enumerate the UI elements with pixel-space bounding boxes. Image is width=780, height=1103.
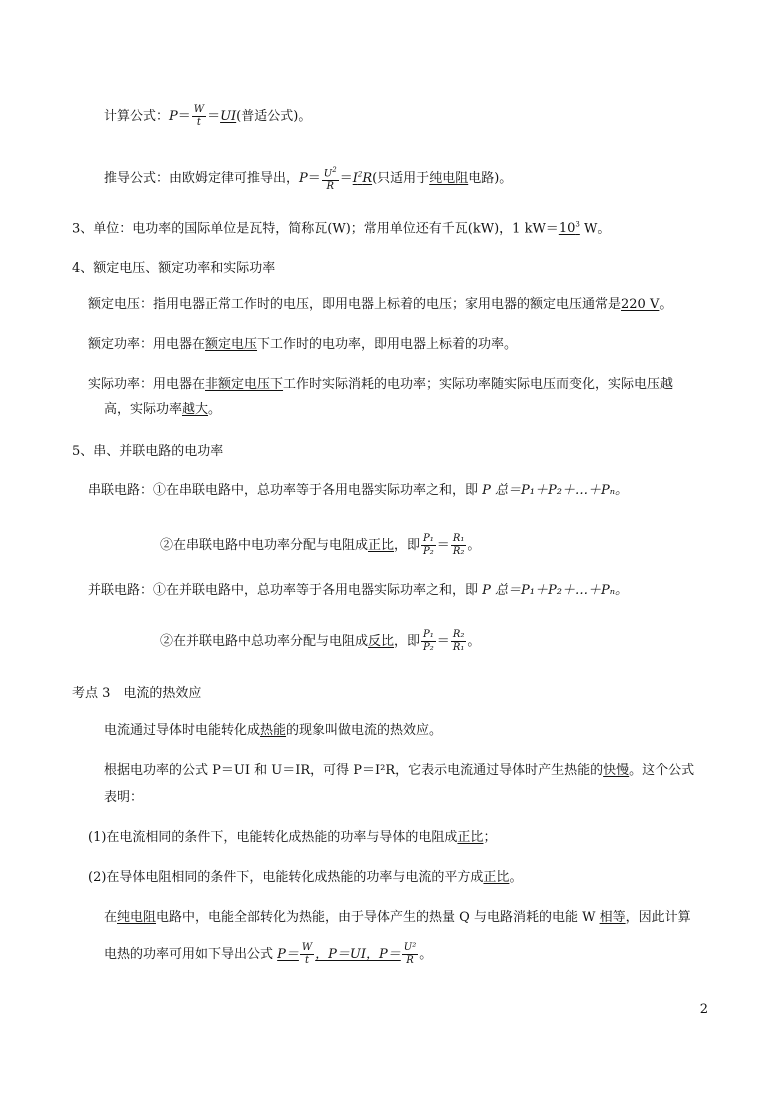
eq-sign: ＝ bbox=[207, 109, 221, 124]
frac-num: W bbox=[301, 942, 313, 953]
fraction-p1-p2 bbox=[421, 629, 436, 654]
eq-sign: ＝ bbox=[436, 634, 450, 649]
point2-line bbox=[88, 868, 522, 888]
fraction-w-t bbox=[300, 942, 314, 967]
i2r-sup: 2 bbox=[357, 170, 363, 179]
parallel-line1-text: ①在并联电路中，总功率等于各用电器实际功率之和，即 bbox=[153, 583, 483, 598]
pure-res-c: ，因此计算 bbox=[625, 910, 691, 925]
eq-sign: ＝ bbox=[339, 171, 353, 187]
fraction-r1-r2 bbox=[451, 533, 467, 558]
series-line1-text: ①在串联电路中，总功率等于各用电器实际功率之和，即 bbox=[153, 483, 483, 498]
frac-den: R bbox=[406, 955, 414, 966]
pure-res-b: 电路中，电能全部转化为热能，由于导体产生的热量 Q 与电路消耗的电能 W bbox=[156, 910, 600, 925]
parallel-line2-u: 反比 bbox=[368, 634, 395, 649]
frac-num: W bbox=[193, 104, 205, 115]
frac-num: U² bbox=[403, 942, 417, 953]
heat-formula-u: 快慢 bbox=[603, 763, 630, 778]
pure-res-end: 。 bbox=[419, 947, 433, 962]
heat-def-line bbox=[104, 721, 442, 741]
rated-voltage-end: 。 bbox=[659, 297, 673, 312]
series-title: 5、串、并联电路的电功率 bbox=[72, 444, 224, 459]
unit-text-b: W。 bbox=[579, 221, 611, 237]
parallel-formula: P 总＝P₁＋P₂＋…＋Pₙ。 bbox=[482, 583, 628, 598]
frac-num bbox=[322, 164, 339, 181]
parallel-line2-b: ，即 bbox=[394, 634, 421, 649]
unit-sup: 3 bbox=[575, 221, 580, 229]
heat-formula-line1 bbox=[104, 761, 694, 781]
heat-formula-a: 根据电功率的公式 P＝UI 和 U＝IR，可得 P＝I²R，它表示电流通过导体时产生热能的 bbox=[104, 763, 604, 778]
rated-power-a: 额定功率：用电器在 bbox=[88, 337, 206, 352]
fraction-r2-r1 bbox=[451, 629, 467, 654]
parallel-label: 并联电路： bbox=[88, 583, 154, 598]
parallel-line2-a: ②在并联电路中总功率分配与电阻成 bbox=[160, 634, 369, 649]
parallel-end: 。 bbox=[467, 634, 481, 649]
point1-line bbox=[88, 828, 496, 848]
series-line2-a: ②在串联电路中电功率分配与电阻成 bbox=[160, 538, 369, 553]
pure-res-u: 纯电阻 bbox=[117, 910, 157, 925]
point1-a: (1)在电流相同的条件下，电能转化成热能的功率与导体的电阻成 bbox=[88, 830, 458, 845]
pure-res-formula bbox=[277, 942, 419, 966]
rated-power-line bbox=[88, 335, 517, 355]
actual-power-a: 实际功率：用电器在 bbox=[88, 377, 206, 392]
pure-res-line1 bbox=[104, 908, 691, 928]
i2r-r: R bbox=[362, 171, 373, 187]
frac-num-u: U bbox=[323, 168, 333, 180]
unit-line bbox=[72, 215, 610, 239]
series-line2-u: 正比 bbox=[368, 538, 395, 553]
heat-def-u: 热能 bbox=[260, 723, 287, 738]
rated-power-b: 下工作时的电功率，即用电器上标着的功率。 bbox=[257, 337, 518, 352]
fraction-p1-p2 bbox=[421, 533, 436, 558]
i2r-term bbox=[353, 171, 372, 186]
derive-formula-line bbox=[104, 164, 512, 193]
rated-voltage-text: 额定电压：指用电器正常工作时的电压，即用电器上标着的电压；家用电器的额定电压通常是 bbox=[88, 297, 622, 312]
fraction-u2-r bbox=[402, 942, 418, 967]
frac-den: R bbox=[326, 181, 334, 193]
pure-res-a: 在 bbox=[104, 910, 118, 925]
rated-voltage-value: 220 V bbox=[621, 297, 660, 312]
series-formula: P 总＝P₁＋P₂＋…＋Pₙ。 bbox=[482, 483, 628, 498]
fraction-u2-r bbox=[322, 164, 339, 193]
rated-title: 4、额定电压、额定功率和实际功率 bbox=[72, 261, 276, 276]
actual-power-line1 bbox=[88, 375, 673, 395]
frac-den: t bbox=[196, 117, 201, 128]
point2-b: 。 bbox=[509, 870, 523, 885]
calc-label: 计算公式： bbox=[104, 109, 170, 124]
unit-power bbox=[559, 221, 580, 236]
frac-num-sup: 2 bbox=[332, 166, 337, 174]
fraction-w-t bbox=[192, 104, 206, 129]
eq-sign: ＝ bbox=[436, 538, 450, 553]
point2-a: (2)在导体电阻相同的条件下，电能转化成热能的功率与电流的平方成 bbox=[88, 870, 484, 885]
eq-sign: ＝ bbox=[177, 109, 191, 124]
frac-den: R₂ bbox=[452, 546, 465, 557]
frac-num: R₁ bbox=[452, 533, 465, 544]
frac-den: R₁ bbox=[452, 642, 465, 653]
pure-res-line2 bbox=[104, 942, 432, 967]
parallel-line2 bbox=[160, 629, 480, 654]
pure-res-d: 电热的功率可用如下导出公式 bbox=[104, 947, 278, 962]
series-line2 bbox=[160, 533, 480, 558]
heat-def-b: 的现象叫做电流的热效应。 bbox=[286, 723, 443, 738]
actual-power-line2 bbox=[104, 400, 221, 420]
derive-note-u: 纯电阻 bbox=[429, 171, 469, 187]
heat-formula-line2: 表明： bbox=[104, 790, 144, 805]
heat-def-a: 电流通过导体时电能转化成 bbox=[104, 723, 261, 738]
rated-voltage-line bbox=[88, 295, 672, 315]
actual-power-c: 高，实际功率 bbox=[104, 402, 183, 417]
frac-num: P₁ bbox=[423, 533, 434, 544]
page-number: 2 bbox=[699, 1002, 708, 1017]
heat-formula-b: 。这个公式 bbox=[629, 763, 695, 778]
i2r-i: I bbox=[352, 171, 358, 187]
frac-den: t bbox=[305, 955, 310, 966]
derive-note-b: 电路)。 bbox=[468, 171, 513, 187]
pure-res-u2: 相等 bbox=[599, 910, 626, 925]
calc-note: (普适公式)。 bbox=[236, 109, 312, 124]
unit-text-a: 3、单位：电功率的国际单位是瓦特，简称瓦(W)；常用单位还有千瓦(kW)，1 kW＝ bbox=[72, 221, 559, 237]
eq-sign: ＝ bbox=[307, 171, 321, 187]
series-line1 bbox=[88, 481, 628, 501]
var-p: P bbox=[169, 109, 178, 124]
point2-u: 正比 bbox=[483, 870, 510, 885]
actual-power-b: 工作时实际消耗的电功率；实际功率随实际电压而变化，实际电压越 bbox=[283, 377, 674, 392]
frac-den: P₂ bbox=[423, 546, 434, 557]
frac-num: R₂ bbox=[452, 629, 465, 640]
actual-power-u: 非额定电压下 bbox=[205, 377, 284, 392]
actual-power-u2: 越大 bbox=[182, 402, 209, 417]
rated-power-u: 额定电压 bbox=[205, 337, 258, 352]
pure-res-p: P＝ bbox=[277, 947, 299, 962]
calc-formula-line bbox=[104, 104, 311, 129]
pure-res-mid: ，P＝UI，P＝ bbox=[315, 947, 401, 962]
derive-label: 推导公式：由欧姆定律可推导出， bbox=[104, 171, 300, 187]
series-label: 串联电路： bbox=[88, 483, 154, 498]
frac-den: P₂ bbox=[423, 642, 434, 653]
var-p: P bbox=[299, 171, 308, 187]
series-end: 。 bbox=[467, 538, 481, 553]
point1-b: ； bbox=[483, 830, 497, 845]
parallel-line1 bbox=[88, 581, 628, 601]
derive-note-a: (只适用于 bbox=[372, 171, 430, 187]
topic3-title: 考点 3 电流的热效应 bbox=[72, 686, 202, 701]
frac-num: P₁ bbox=[423, 629, 434, 640]
unit-base: 10 bbox=[558, 221, 576, 237]
point1-u: 正比 bbox=[457, 830, 484, 845]
ui-term: UI bbox=[220, 109, 237, 124]
actual-power-d: 。 bbox=[208, 402, 222, 417]
series-line2-b: ，即 bbox=[394, 538, 421, 553]
